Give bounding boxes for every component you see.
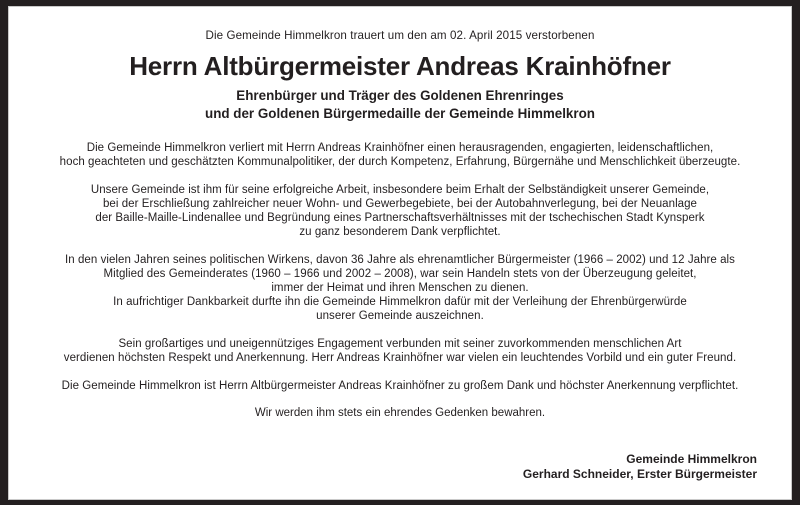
paragraph-2-line-1: Unsere Gemeinde ist ihm für seine erfolgreiche Arbeit, insbesondere beim Erhalt der Selbständigkeit unserer Gemeinde, <box>90 184 710 196</box>
paragraph-5 <box>39 379 761 393</box>
body-text <box>39 141 761 420</box>
honours-line-1: Ehrenbürger und Träger des Goldenen Ehrenringes <box>236 88 564 103</box>
signature-organisation: Gemeinde Himmelkron <box>626 452 757 466</box>
paragraph-2-line-3: der Baille-Maille-Lindenallee und Begründung eines Partnerschaftsverhältnisses mit der tschechischen Stadt Kynsperk <box>95 212 705 224</box>
paragraph-1-line-1: Die Gemeinde Himmelkron verliert mit Herrn Andreas Krainhöfner einen herausragenden, engagierten, leidenschaftlichen, <box>86 142 714 154</box>
paragraph-1-line-2: hoch geachteten und geschätzten Kommunalpolitiker, der durch Kompetenz, Erfahrung, Bürgernähe und Menschlichkeit überzeugte. <box>59 156 741 168</box>
signature-signatory: Gerhard Schneider, Erster Bürgermeister <box>522 467 757 481</box>
paragraph-3-line-4: In aufrichtiger Dankbarkeit durfte ihn die Gemeinde Himmelkron dafür mit der Verleihung der Ehrenbürgerwürde <box>113 296 687 308</box>
paragraph-1 <box>39 141 761 169</box>
paragraph-2-line-4: zu ganz besonderem Dank verpflichtet. <box>299 226 501 238</box>
signature-block <box>523 452 757 482</box>
paragraph-2 <box>39 183 761 239</box>
paragraph-3-line-1: In den vielen Jahren seines politischen Wirkens, davon 36 Jahre als ehrenamtlicher Bürgermeister (1966 – 2002) und 12 Jahre als <box>65 254 735 266</box>
paragraph-3-line-2: Mitglied des Gemeinderates (1960 – 1966 und 2002 – 2008), war sein Handeln stets von der Überzeugung geleitet, <box>103 268 697 280</box>
paragraph-3-line-5: unserer Gemeinde auszeichnen. <box>316 310 484 322</box>
paragraph-4 <box>39 337 761 365</box>
paragraph-3 <box>39 253 761 323</box>
paragraph-4-line-1: Sein großartiges und uneigennütziges Engagement verbunden mit seiner zuvorkommenden menschlichen Art <box>118 338 682 350</box>
paragraph-2-line-2: bei der Erschließung zahlreicher neuer Wohn- und Gewerbegebiete, bei der Autobahnverlegung, bei der Neuanlage <box>102 198 698 210</box>
closing-line: Wir werden ihm stets ein ehrendes Gedenken bewahren. <box>254 407 546 419</box>
paragraph-3-line-3: immer der Heimat und ihren Menschen zu dienen. <box>271 282 529 294</box>
intro-line: Die Gemeinde Himmelkron trauert um den am 02. April 2015 verstorbenen <box>205 29 595 42</box>
honours-block <box>39 87 761 122</box>
deceased-name: Herrn Altbürgermeister Andreas Krainhöfner <box>129 51 671 81</box>
paragraph-4-line-2: verdienen höchsten Respekt und Anerkennung. Herr Andreas Krainhöfner war vielen ein leuchtendes Vorbild und ein guter Freund. <box>63 352 737 364</box>
honours-line-2: und der Goldenen Bürgermedaille der Gemeinde Himmelkron <box>205 105 595 121</box>
memorial-notice-body <box>8 6 792 500</box>
paragraph-5-line-1: Die Gemeinde Himmelkron ist Herrn Altbürgermeister Andreas Krainhöfner zu großem Dank und höchster Anerkennung verpflichtet. <box>61 380 739 392</box>
